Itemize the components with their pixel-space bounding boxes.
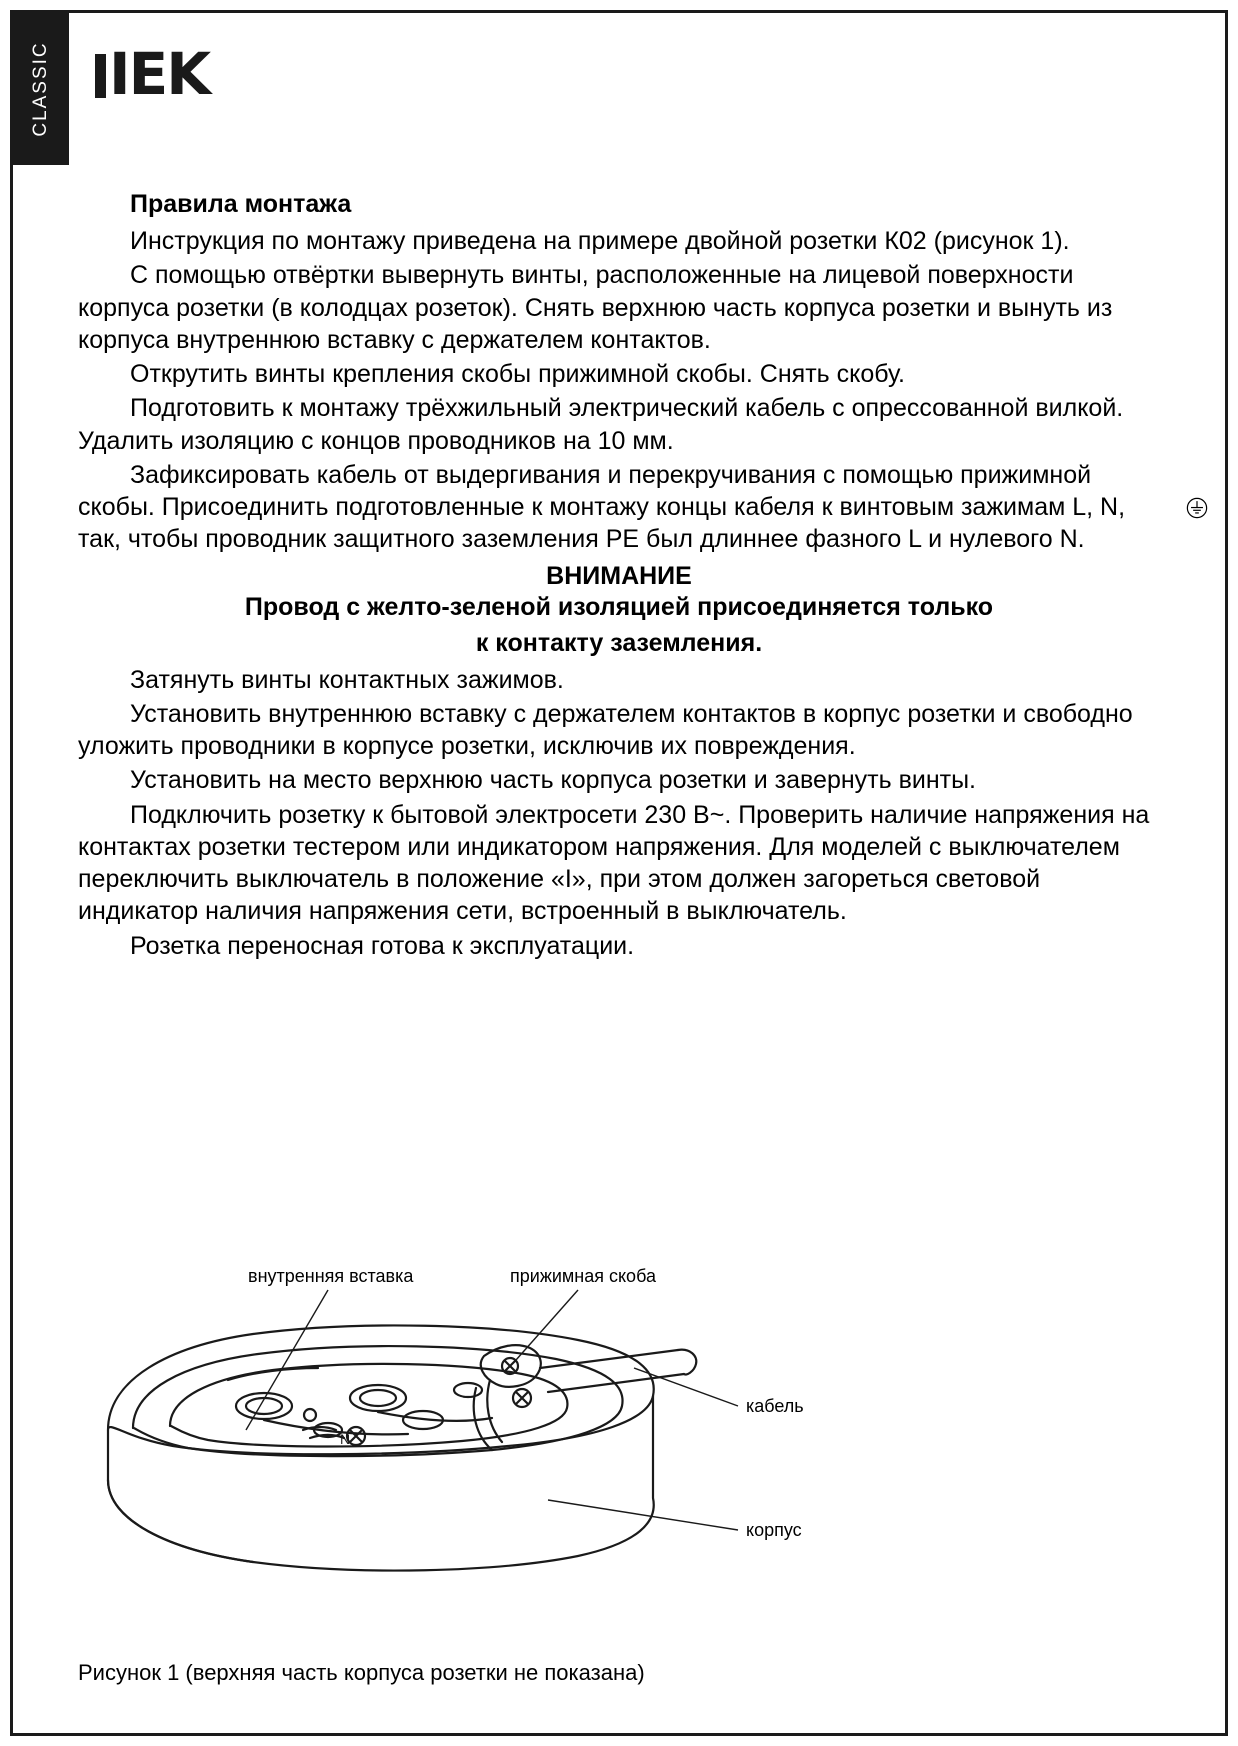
attention-title: ВНИМАНИЕ: [546, 561, 692, 590]
logo-text: IEK: [109, 40, 210, 108]
paragraph: Подключить розетку к бытовой электросети 230 В~. Проверить наличие напряжения на контактах розетки тестером или индикатором напряжения. Для моделей с выключателем переключить выключатель в положение «I», при этом должен загореться световой индикатор наличия напряжения сети, встроенный в выключатель.: [78, 800, 1150, 926]
figure-label-inner-insert: внутренняя вставка: [248, 1266, 414, 1286]
paragraph: Инструкция по монтажу приведена на примере двойной розетки К02 (рисунок 1).: [130, 227, 1070, 255]
figure-label-body: корпус: [746, 1520, 802, 1540]
paragraph-with-ground-symbol: [78, 459, 1160, 556]
logo-bar-icon: [95, 54, 106, 98]
attention-line-1: Провод с желто-зеленой изоляцией присоединяется только: [244, 592, 994, 621]
section-heading: Правила монтажа: [130, 190, 352, 218]
figure-terminal-label: N: [340, 1431, 351, 1447]
figure-label-clamp: прижимная скоба: [510, 1266, 656, 1286]
paragraph: Открутить винты крепления скобы прижимной скобы. Снять скобу.: [130, 360, 905, 388]
paragraph: Розетка переносная готова к эксплуатации.: [130, 931, 635, 960]
attention-line-2: к контакту заземления.: [475, 629, 763, 657]
iek-logo: [95, 40, 210, 108]
paragraph: Затянуть винты контактных зажимов.: [130, 665, 564, 694]
paragraph: Установить внутреннюю вставку с держателем контактов в корпус розетки и свободно уложить проводники в корпусе розетки, исключив их повреждения.: [78, 699, 1133, 760]
figure-label-cable: кабель: [746, 1396, 804, 1416]
paragraph-text-before-symbol: Зафиксировать кабель от выдергивания и перекручивания с помощью прижимной скобы. Присоединить подготовленные к монтажу концы кабеля к винтовым зажимам L, N,: [78, 460, 1126, 521]
classic-side-tab-label: CLASSIC: [30, 41, 51, 137]
paragraph: С помощью отвёртки вывернуть винты, расположенные на лицевой поверхности корпуса розетки (в колодцах розеток). Снять верхнюю часть корпуса розетки и вынуть из корпуса внутреннюю вставку с держателем контактов.: [78, 261, 1113, 354]
document-body: [78, 190, 1160, 964]
classic-side-tab: [13, 13, 69, 165]
paragraph: Установить на место верхнюю часть корпуса розетки и завернуть винты.: [130, 766, 976, 795]
figure-socket-diagram: [78, 1230, 1160, 1650]
paragraph: Подготовить к монтажу трёхжильный электрический кабель с опрессованной вилкой. Удалить изоляцию с концов проводников на 10 мм.: [78, 394, 1124, 455]
earth-ground-icon: [1134, 495, 1156, 517]
socket-illustration: [78, 1230, 1160, 1650]
paragraph-text-after-symbol: так, чтобы проводник защитного заземления PE был длиннее фазного L и нулевого N.: [78, 525, 1085, 554]
figure-caption: Рисунок 1 (верхняя часть корпуса розетки не показана): [78, 1660, 645, 1685]
